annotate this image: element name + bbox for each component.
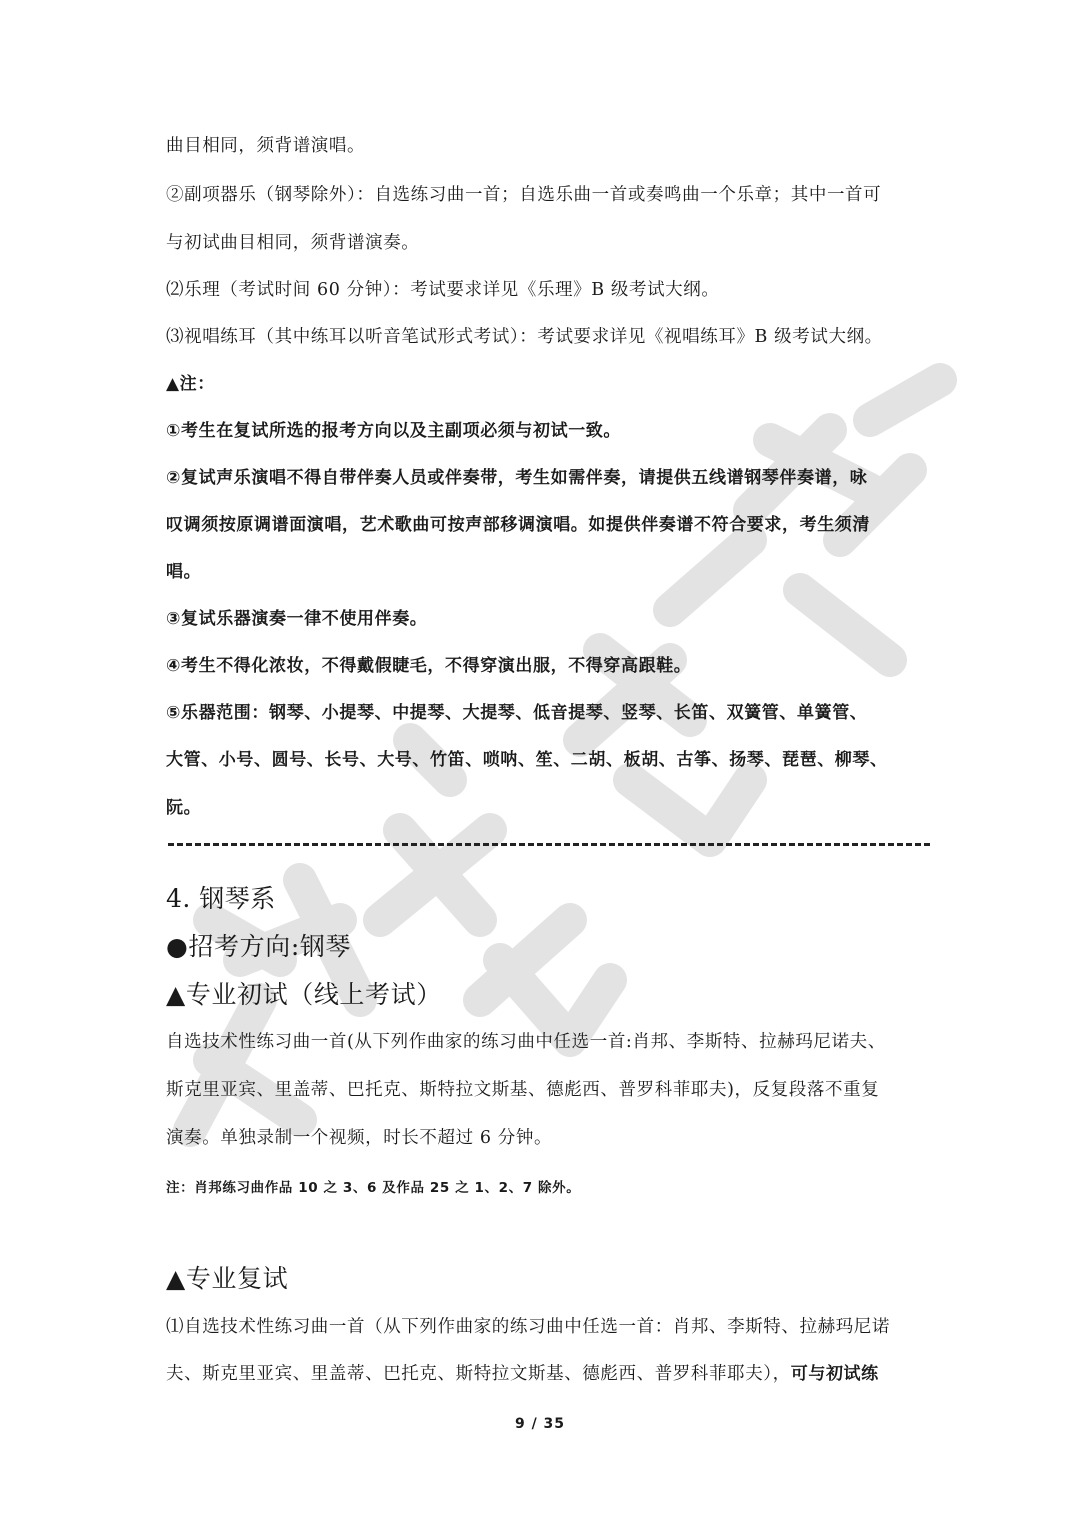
retest-line-text: 夫、斯克里亚宾、里盖蒂、巴托克、斯特拉文斯基、德彪西、普罗科菲耶夫）， [166,1364,791,1384]
section-title: 4. 钢琴系 [166,884,276,913]
note-item: 叹调须按原调谱面演唱，艺术歌曲可按声部移调演唱。如提供伴奏谱不符合要求，考生须清 [166,515,870,535]
initial-test-line: 演奏。单独录制一个视频，时长不超过 6 分钟。 [166,1128,553,1148]
retest-line-bold-text: 可与初试练 [790,1364,879,1384]
body-line: ⑵乐理（考试时间 60 分钟）：考试要求详见《乐理》B 级考试大纲。 [166,280,720,300]
direction-heading: ●招考方向:钢琴 [166,932,352,961]
body-line: 与初试曲目相同，须背谱演奏。 [166,233,420,253]
initial-test-line: 斯克里亚宾、里盖蒂、巴托克、斯特拉文斯基、德彪西、普罗科菲耶夫)，反复段落不重复 [166,1080,880,1100]
retest-line [166,1362,930,1386]
body-line: ②副项器乐（钢琴除外）：自选练习曲一首；自选乐曲一首或奏鸣曲一个乐章；其中一首可 [166,185,882,205]
note-item: 唱。 [166,562,202,582]
retest-heading: ▲专业复试 [166,1264,289,1293]
note-item: ①考生在复试所选的报考方向以及主副项必须与初试一致。 [166,421,621,441]
body-line: 曲目相同，须背谱演唱。 [166,136,366,156]
notes-title: ▲注： [166,374,215,394]
note-item: 阮。 [166,798,202,818]
note-item: 大管、小号、圆号、长号、大号、竹笛、唢呐、笙、二胡、板胡、古筝、扬琴、琵琶、柳琴、 [166,750,888,770]
note-item: ③复试乐器演奏一律不使用伴奏。 [166,609,428,629]
initial-test-heading: ▲专业初试（线上考试） [166,980,442,1009]
retest-line: ⑴自选技术性练习曲一首（从下列作曲家的练习曲中任选一首：肖邦、李斯特、拉赫玛尼诺 [166,1317,890,1337]
note-item: ④考生不得化浓妆，不得戴假睫毛，不得穿演出服，不得穿高跟鞋。 [166,656,692,676]
body-line: ⑶视唱练耳（其中练耳以听音笔试形式考试）：考试要求详见《视唱练耳》B 级考试大纲。 [166,327,883,347]
initial-test-line: 自选技术性练习曲一首(从下列作曲家的练习曲中任选一首:肖邦、李斯特、拉赫玛尼诺夫、 [166,1032,886,1052]
note-item: ⑤乐器范围：钢琴、小提琴、中提琴、大提琴、低音提琴、竖琴、长笛、双簧管、单簧管、 [166,703,868,723]
dashed-divider [168,843,930,846]
note-item: ②复试声乐演唱不得自带伴奏人员或伴奏带，考生如需伴奏，请提供五线谱钢琴伴奏谱，咏 [166,468,868,488]
initial-test-note: 注：肖邦练习曲作品 10 之 3、6 及作品 25 之 1、2、7 除外。 [166,1180,581,1196]
page-number: 9 / 35 [514,1416,566,1432]
